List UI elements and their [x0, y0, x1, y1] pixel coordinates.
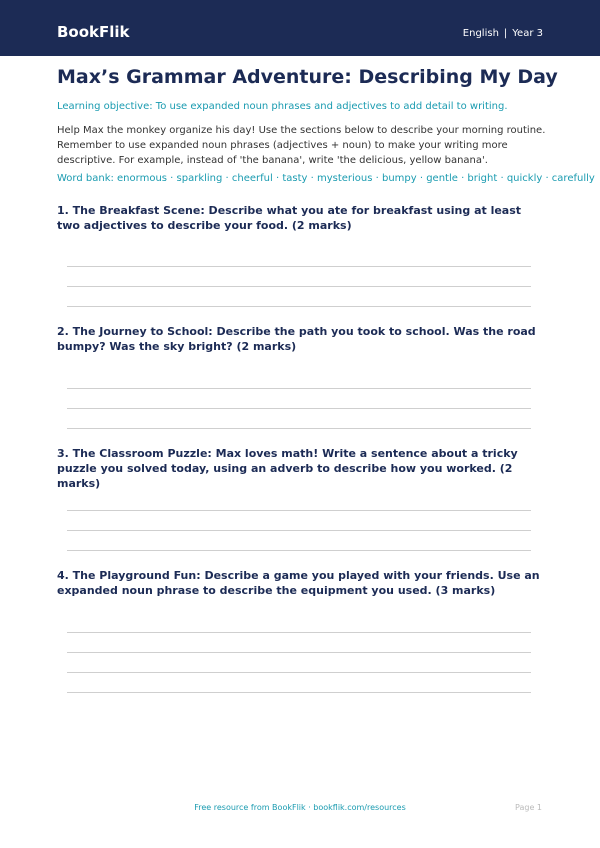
- question-4: 4. The Playground Fun: Describe a game you played with your friends. Use an expanded noun phrase to describe the equipment you used. (3 marks): [57, 569, 540, 597]
- worksheet-title: Max’s Grammar Adventure: Describing My Day: [57, 66, 558, 88]
- answer-line-2-3[interactable]: [67, 428, 531, 429]
- answer-line-4-2[interactable]: [67, 652, 531, 653]
- answer-line-3-1[interactable]: [67, 510, 531, 511]
- footer-credit: Free resource from BookFlik · bookflik.com/resources: [194, 803, 406, 812]
- subject-label: English: [462, 28, 499, 39]
- question-1: 1. The Breakfast Scene: Describe what you ate for breakfast using at least two adjectives to describe your food. (2 marks): [57, 204, 522, 232]
- question-3: 3. The Classroom Puzzle: Max loves math! Write a sentence about a tricky puzzle you solved today, using an adverb to describe how you worked. (2 marks): [57, 447, 518, 490]
- page-header: [0, 0, 600, 56]
- answer-line-3-3[interactable]: [67, 550, 531, 551]
- year-label: Year 3: [512, 28, 543, 39]
- answer-line-1-3[interactable]: [67, 306, 531, 307]
- word-bank: Word bank: enormous · sparkling · cheerful · tasty · mysterious · bumpy · gentle · bright · quickly · carefully: [57, 173, 595, 184]
- answer-line-1-1[interactable]: [67, 266, 531, 267]
- answer-line-2-2[interactable]: [67, 408, 531, 409]
- answer-line-2-1[interactable]: [67, 388, 531, 389]
- answer-line-4-3[interactable]: [67, 672, 531, 673]
- answer-line-4-1[interactable]: [67, 632, 531, 633]
- brand-logo: BookFlik: [57, 23, 130, 41]
- answer-line-3-2[interactable]: [67, 530, 531, 531]
- answer-line-1-2[interactable]: [67, 286, 531, 287]
- answer-line-4-4[interactable]: [67, 692, 531, 693]
- intro-paragraph: Help Max the monkey organize his day! Use the sections below to describe your morning routine. Remember to use expanded noun phrases (adjectives + noun) to make your writing more descriptive. For example, instead of 'the banana', write 'the delicious, yellow banana'.: [57, 125, 546, 166]
- learning-objective: Learning objective: To use expanded noun phrases and adjectives to add detail to writing.: [57, 101, 508, 112]
- header-separator: |: [503, 28, 508, 39]
- question-2: 2. The Journey to School: Describe the path you took to school. Was the road bumpy? Was the sky bright? (2 marks): [57, 325, 536, 353]
- header-meta: [463, 27, 543, 41]
- page-number: Page 1: [515, 803, 542, 812]
